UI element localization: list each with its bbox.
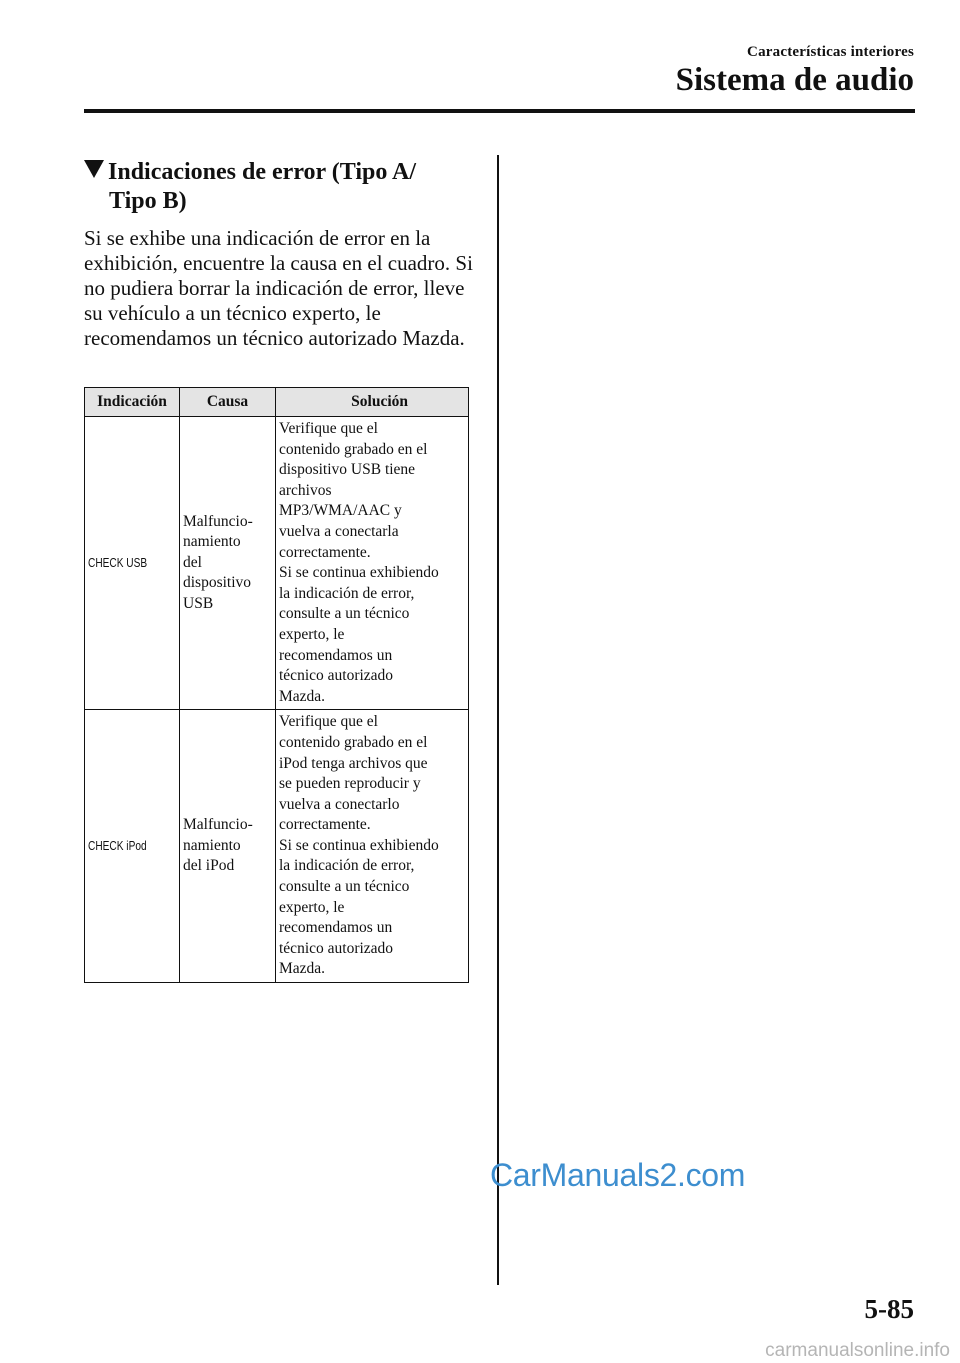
header-cause: Causa [180, 388, 276, 417]
cause-line: dispositivo [183, 574, 252, 592]
indication-cell [85, 417, 180, 710]
solution-line: técnico autorizado [279, 667, 394, 685]
indication-text: CHECK USB [88, 554, 148, 570]
cause-cell [180, 417, 276, 710]
solution-line: contenido grabado en el [279, 733, 428, 751]
watermark: CarManuals2.com [490, 1157, 746, 1193]
footer-mark: carmanualsonline.info [765, 1340, 950, 1361]
solution-line: correctamente. [279, 816, 371, 834]
solution-line: vuelva a conectarlo [279, 795, 400, 813]
solution-line: se pueden reproducir y [279, 775, 421, 793]
solution-line: Si se continua exhibiendo [279, 564, 439, 582]
solution-line: consulte a un técnico [279, 605, 410, 623]
solution-cell [276, 710, 469, 983]
solution-line: archivos [279, 481, 332, 499]
indication-cell [85, 710, 180, 983]
error-table [84, 387, 469, 983]
solution-cell [276, 417, 469, 710]
solution-line: Mazda. [279, 960, 326, 978]
cause-line: del iPod [183, 857, 235, 875]
header-indication: Indicación [85, 388, 180, 417]
solution-line: Verifique que el [279, 420, 378, 437]
solution-line: experto, le [279, 625, 345, 643]
section-heading-line1: Indicaciones de error (Tipo A/ [108, 159, 417, 185]
solution-line: Verifique que el [279, 713, 378, 731]
section-heading [84, 158, 474, 216]
solution-line: la indicación de error, [279, 584, 415, 602]
cause-line: namiento [183, 836, 241, 854]
solution-line: correctamente. [279, 543, 371, 561]
header-title: Sistema de audio [675, 62, 914, 98]
page-number: 5-85 [864, 1294, 914, 1324]
table-row [85, 710, 469, 983]
cause-line: namiento [183, 533, 241, 551]
table-header-row [85, 388, 469, 417]
header-solution: Solución [276, 388, 469, 417]
cause-line: Malfuncio- [183, 816, 253, 834]
triangle-bullet-icon [84, 160, 104, 178]
solution-line: iPod tenga archivos que [279, 754, 428, 772]
indication-text: CHECK iPod [88, 837, 147, 853]
solution-line: recomendamos un [279, 646, 393, 664]
solution-line: dispositivo USB tiene [279, 461, 416, 479]
table-row [85, 417, 469, 710]
solution-line: contenido grabado en el [279, 440, 428, 458]
header-chapter: Características interiores [747, 44, 914, 60]
solution-line: técnico autorizado [279, 939, 394, 957]
solution-line: Si se continua exhibiendo [279, 836, 439, 854]
column-divider [497, 155, 499, 1285]
solution-line: Mazda. [279, 687, 326, 705]
solution-line: experto, le [279, 898, 345, 916]
header-rule [84, 109, 915, 113]
solution-line: vuelva a conectarla [279, 522, 399, 540]
solution-line: consulte a un técnico [279, 878, 410, 896]
solution-line: recomendamos un [279, 919, 393, 937]
cause-line: del [183, 553, 202, 571]
intro-paragraph: Si se exhibe una indicación de error en la exhibición, encuentre la causa en el cuadro. Si no pudiera borrar la indicación de error, lleve su vehículo a un técnico experto, le recomendamos un técnico autorizado Mazda. [84, 226, 473, 350]
cause-line: Malfuncio- [183, 512, 253, 530]
cause-line: USB [183, 595, 214, 613]
solution-line: la indicación de error, [279, 857, 415, 875]
cause-cell [180, 710, 276, 983]
solution-line: MP3/WMA/AAC y [279, 502, 402, 520]
section-heading-line2: Tipo B) [109, 188, 187, 214]
